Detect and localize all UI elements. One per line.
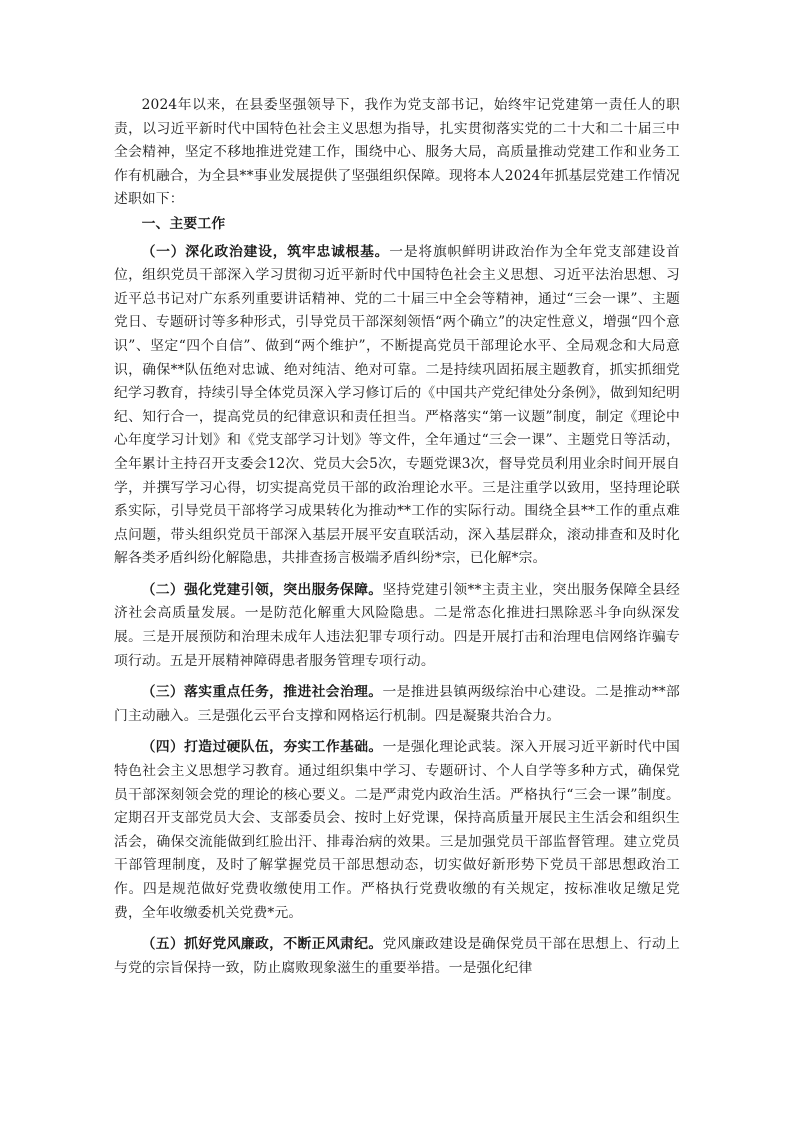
item-paragraph-1 xyxy=(114,241,680,571)
item-lead-3: （三）落实重点任务，推进社会治理。 xyxy=(141,684,383,701)
item-text-5: 党风廉政建设是确保党员干部在思想上、行动上与党的宗旨保持一致，防止腐败现象滋生的重要举措。一是强化纪律 xyxy=(114,936,680,976)
section-heading: 一、主要工作 xyxy=(141,215,226,232)
item-text-2: 坚持党建引领**主责主业，突出服务保障全县经济社会高质量发展。一是防范化解重大风险隐患。二是常态化推进扫黑除恶斗争向纵深发展。三是开展预防和治理未成年人违法犯罪专项行动。四是开展打击和治理电信网络诈骗专项行动。五是开展精神障碍患者服务管理专项行动。 xyxy=(114,581,680,669)
item-paragraph-2 xyxy=(114,579,680,673)
item-lead-1: （一）深化政治建设，筑牢忠诚根基。 xyxy=(141,243,390,260)
item-lead-5: （五）抓好党风廉政，不断正风肃纪。 xyxy=(141,936,383,953)
document-page xyxy=(114,94,680,980)
item-paragraph-5 xyxy=(114,933,680,980)
item-text-3: 一是推进县镇两级综治中心建设。二是推动**部门主动融入。三是强化云平台支撑和网格运行机制。四是凝聚共治合力。 xyxy=(114,684,680,724)
item-text-1: 一是将旗帜鲜明讲政治作为全年党支部建设首位，组织党员干部深入学习贯彻习近平新时代中国特色社会主义思想、习近平法治思想、习近平总书记对广东系列重要讲话精神、党的二十届三中全会等精神，通过“三会一课”、主题党日、专题研讨等多种形式，引导党员干部深刻领悟“两个确立”的决定性意义，增强“四个意识”、坚定“四个自信”、做到“两个维护”，不断提高党员干部理论水平、全局观念和大局意识，确保**队伍绝对忠诚、绝对纯洁、绝对可靠。二是持续巩固拓展主题教育，抓实抓细党纪学习教育，持续引导全体党员深入学习修订后的《中国共产党纪律处分条例》，做到知纪明纪、知行合一，提高党员的纪律意识和责任担当。严格落实“第一议题”制度，制定《理论中心年度学习计划》和《党支部学习计划》等文件，全年通过“三会一课”、主题党日等活动，全年累计主持召开支委会12次、党员大会5次，专题党课3次，督导党员利用业余时间开展自学，并撰写学习心得，切实提高党员干部的政治理论水平。三是注重学以致用，坚持理论联系实际，引导党员干部将学习成果转化为推动**工作的实际行动。围绕全县**工作的重点难点问题，带头组织党员干部深入基层开展平安直联活动，深入基层群众，滚动排查和及时化解各类矛盾纠纷化解隐患，共排查扬言极端矛盾纠纷*宗，已化解*宗。 xyxy=(114,243,680,567)
item-lead-4: （四）打造过硬队伍，夯实工作基础。 xyxy=(141,739,383,756)
item-paragraph-3 xyxy=(114,681,680,728)
item-lead-2: （二）强化党建引领，突出服务保障。 xyxy=(141,581,383,598)
item-paragraph-4 xyxy=(114,736,680,925)
item-text-4: 一是强化理论武装。深入开展习近平新时代中国特色社会主义思想学习教育。通过组织集中学习、专题研讨、个人自学等多种方式，确保党员干部深刻领会党的理论的核心要义。二是严肃党内政治生活。严格执行“三会一课”制度。定期召开支部党员大会、支部委员会、按时上好党课，保持高质量开展民主生活会和组织生活会，确保交流能做到红脸出汗、排毒治病的效果。三是加强党员干部监督管理。建立党员干部管理制度，及时了解掌握党员干部思想动态，切实做好新形势下党员干部思想政治工作。四是规范做好党费收缴使用工作。严格执行党费收缴的有关规定，按标准收足缴足党费，全年收缴委机关党费*元。 xyxy=(114,739,680,921)
intro-paragraph: 2024年以来，在县委坚强领导下，我作为党支部书记，始终牢记党建第一责任人的职责，以习近平新时代中国特色社会主义思想为指导，扎实贯彻落实党的二十大和二十届三中全会精神，坚定不移地推进党建工作，围绕中心、服务大局，高质量推动党建工作和业务工作有机融合，为全县**事业发展提供了坚强组织保障。现将本人2024年抓基层党建工作情况述职如下： xyxy=(114,97,680,208)
